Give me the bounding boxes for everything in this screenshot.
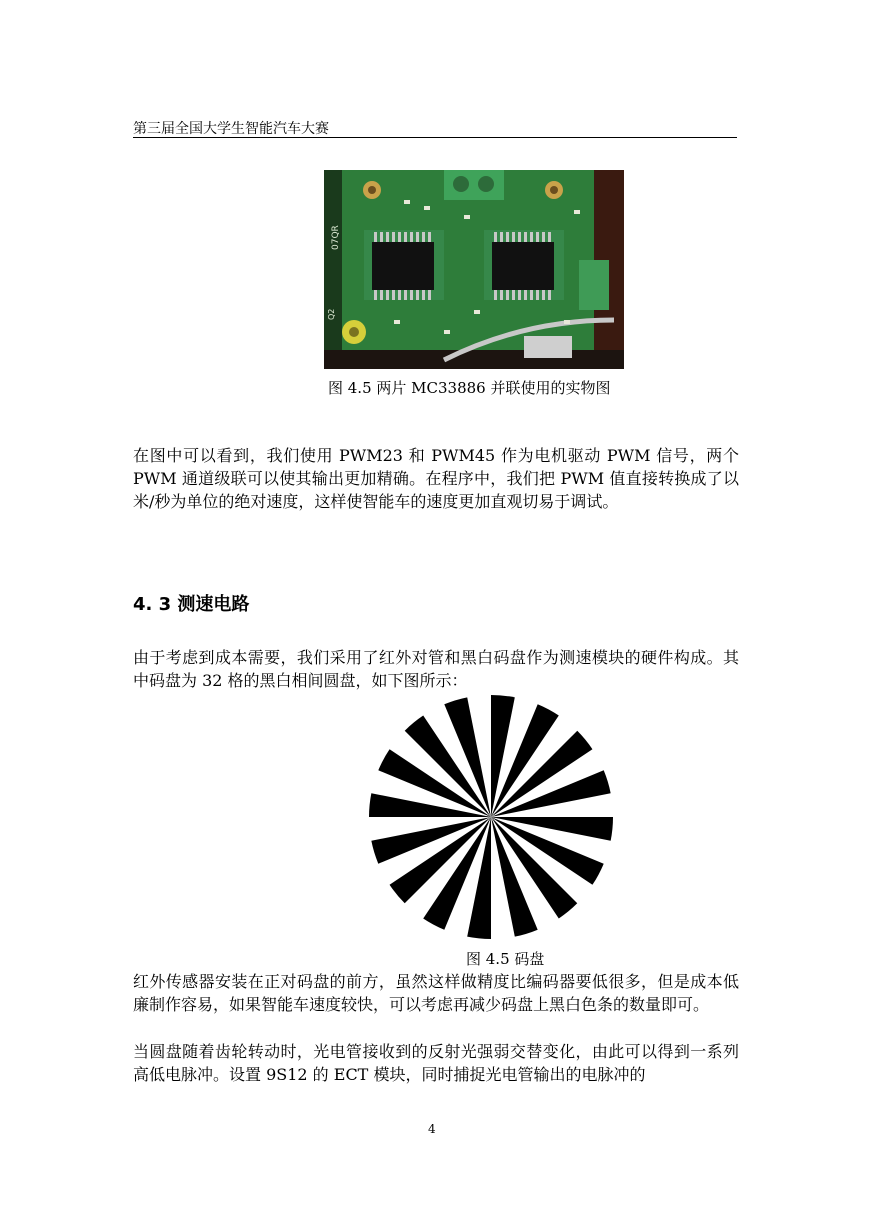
body-paragraph: 由于考虑到成本需要，我们采用了红外对管和黑白码盘作为测速模块的硬件构成。其中码盘为 32 格的黑白相间圆盘，如下图所示： [133,648,739,690]
body-paragraph: 在图中可以看到，我们使用 PWM23 和 PWM45 作为电机驱动 PWM 信号，两个 PWM 通道级联可以使其输出更加精确。在程序中，我们把 PWM 值直接转换成了以米/秒为单位的绝对速度，这样使智能车的速度更加直观切易于调试。 [133,446,739,511]
code-disk-figure [364,690,618,944]
header-divider [133,137,737,138]
page-header: 第三届全国大学生智能汽车大赛 [133,121,329,137]
board-photo [324,170,624,369]
figure-caption: 图 4.5 码盘 [466,950,545,968]
body-paragraph: 当圆盘随着齿轮转动时，光电管接收到的反射光强弱交替变化，由此可以得到一系列高低电脉冲。设置 9S12 的 ECT 模块，同时捕捉光电管输出的电脉冲的 [133,1042,739,1084]
figure-caption: 图 4.5 两片 MC33886 并联使用的实物图 [328,379,611,397]
body-paragraph: 红外传感器安装在正对码盘的前方，虽然这样做精度比编码器要低很多，但是成本低廉制作容易，如果智能车速度较快，可以考虑再减少码盘上黑白色条的数量即可。 [133,972,739,1014]
board-label: 07QR [331,225,341,250]
section-heading: 4. 3 测速电路 [133,594,250,615]
page-number: 4 [428,1122,436,1136]
board-label: Q2 [327,308,336,320]
